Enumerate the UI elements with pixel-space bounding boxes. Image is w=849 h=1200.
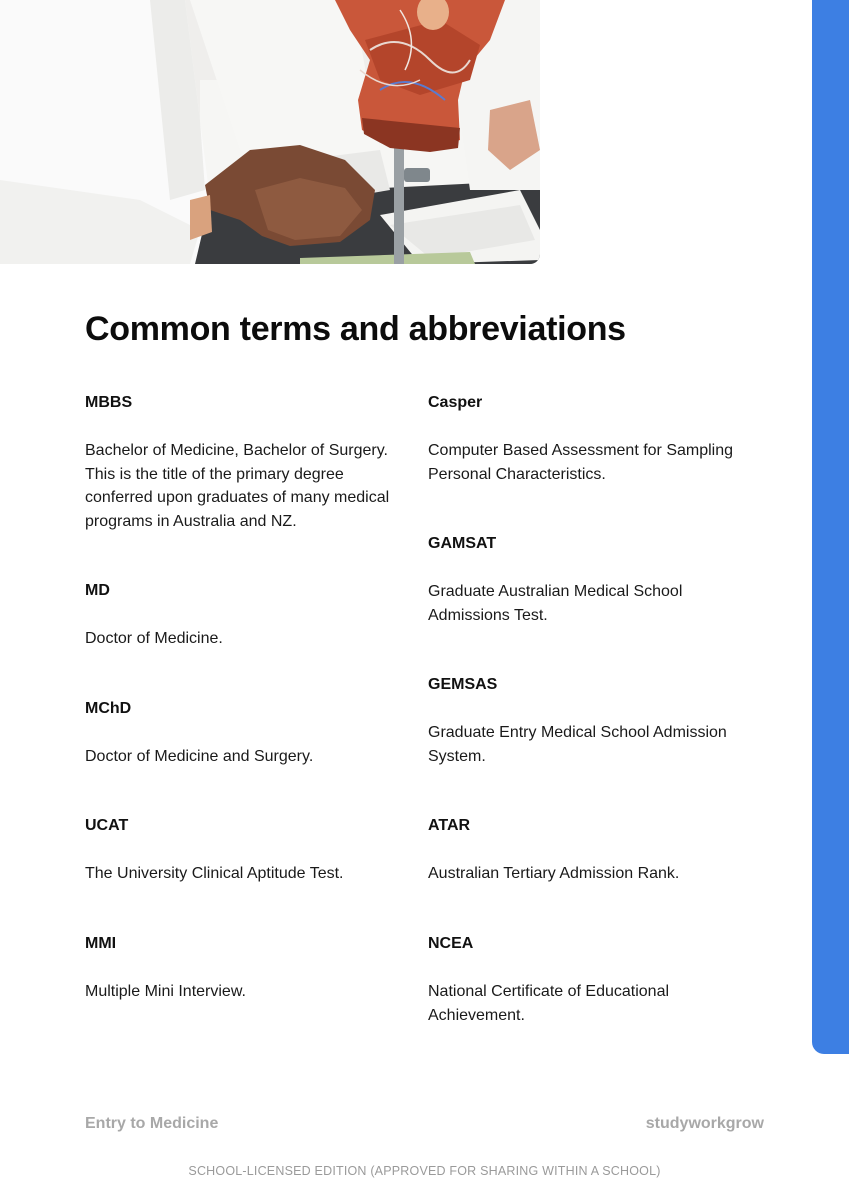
term-gemsas: GEMSAS: [428, 676, 498, 693]
footer-brand: studyworkgrow: [645, 1115, 764, 1132]
term-ucat: UCAT: [85, 817, 129, 834]
footer-license-note: SCHOOL-LICENSED EDITION (APPROVED FOR SHARING WITHIN A SCHOOL): [188, 1164, 661, 1178]
definition-mchd: Doctor of Medicine and Surgery.: [85, 748, 314, 765]
term-atar: ATAR: [428, 817, 471, 834]
page-title: Common terms and abbreviations: [85, 310, 626, 348]
term-ncea: NCEA: [428, 935, 474, 952]
definition-md: Doctor of Medicine.: [85, 630, 223, 647]
term-gamsat: GAMSAT: [428, 535, 497, 552]
definition-casper: Computer Based Assessment for Sampling Personal Characteristics.: [428, 442, 734, 483]
definition-atar: Australian Tertiary Admission Rank.: [428, 865, 680, 882]
definition-gemsas: Graduate Entry Medical School Admission System.: [428, 724, 727, 765]
footer-title: Entry to Medicine: [85, 1115, 219, 1132]
definition-mmi: Multiple Mini Interview.: [85, 983, 246, 1000]
definition-mbbs: Bachelor of Medicine, Bachelor of Surgery. This is the title of the primary degree conferred upon graduates of many medical programs in Australia and NZ.: [85, 442, 390, 530]
definition-ucat: The University Clinical Aptitude Test.: [85, 865, 344, 882]
accent-side-bar: [812, 0, 849, 1054]
term-md: MD: [85, 582, 110, 599]
definition-gamsat: Graduate Australian Medical School Admissions Test.: [428, 583, 683, 624]
definition-ncea: National Certificate of Educational Achievement.: [428, 983, 670, 1024]
term-mmi: MMI: [85, 935, 117, 952]
term-casper: Casper: [428, 394, 483, 411]
term-mbbs: MBBS: [85, 394, 133, 411]
header-photo: [0, 0, 540, 264]
term-mchd: MChD: [85, 700, 132, 717]
